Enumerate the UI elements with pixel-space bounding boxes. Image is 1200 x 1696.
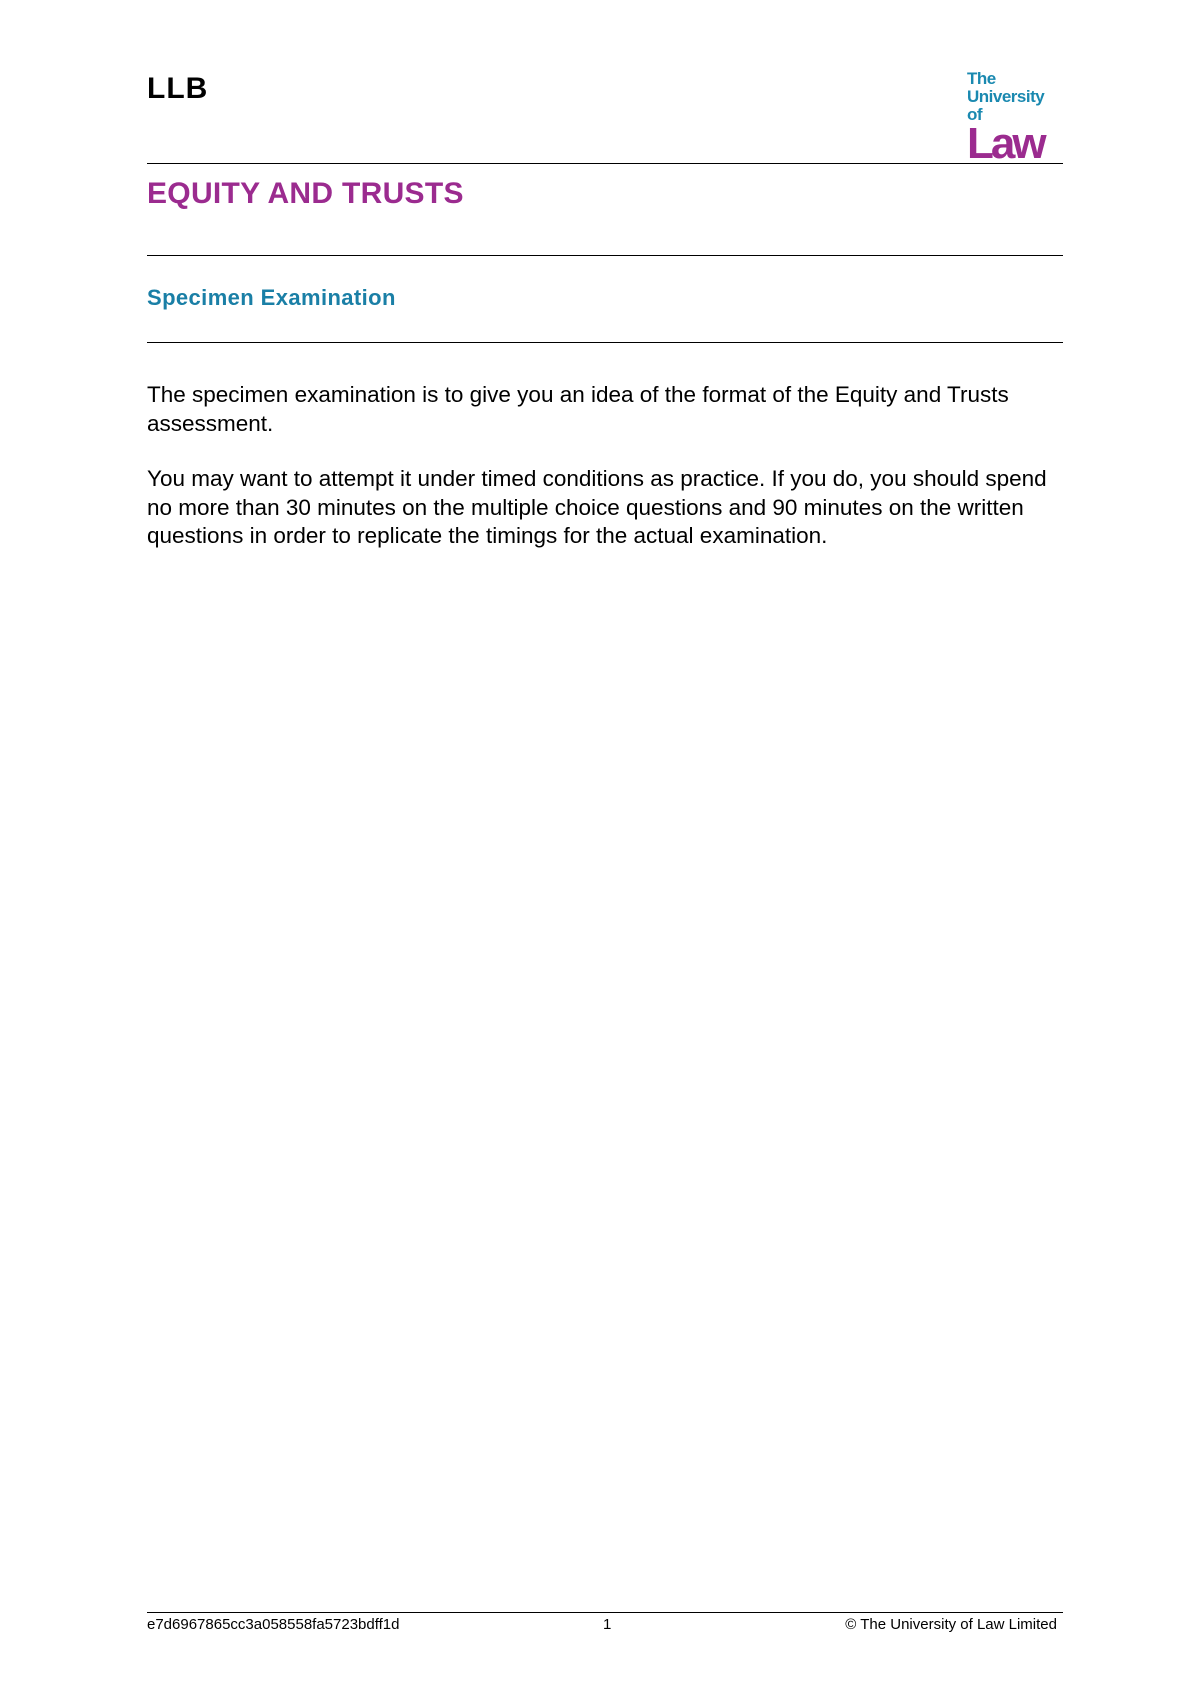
intro-text	[147, 381, 1067, 578]
copyright-notice: © The University of Law Limited	[845, 1616, 1057, 1633]
footer-divider	[147, 1612, 1063, 1613]
logo-line-law: Law	[967, 119, 1044, 168]
page-number: 1	[603, 1616, 612, 1633]
document-title: EQUITY AND TRUSTS	[147, 177, 464, 210]
title-divider	[147, 255, 1063, 256]
header-divider	[147, 163, 1063, 164]
document-reference: e7d6967865cc3a058558fa5723bdff1d	[147, 1616, 400, 1633]
subtitle-divider	[147, 342, 1063, 343]
university-of-law-logo	[967, 69, 1063, 168]
instructions-paragraph: You may want to attempt it under timed conditions as practice. If you do, you should spend no more than 30 minutes on the multiple choice questions and 90 minutes on the written questions in order to replicate the timings for the actual examination.	[147, 466, 1047, 548]
intro-paragraph: The specimen examination is to give you an idea of the format of the Equity and Trusts assessment.	[147, 382, 1009, 436]
logo-line-the: The	[967, 69, 996, 88]
course-label: LLB	[147, 72, 209, 105]
document-subtitle: Specimen Examination	[147, 285, 396, 310]
logo-line-university-of: University of	[967, 87, 1045, 124]
